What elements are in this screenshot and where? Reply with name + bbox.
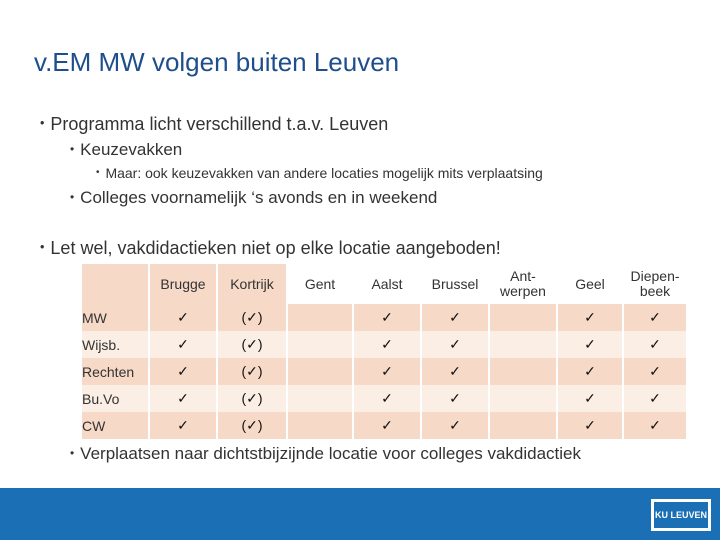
- table-cell: ✓: [354, 385, 420, 412]
- table-cell: [288, 385, 352, 412]
- header-antwerpen: Ant- werpen: [490, 264, 556, 304]
- header-geel: Geel: [558, 264, 622, 304]
- table-cell: ✓: [558, 385, 622, 412]
- bullet-maar: [96, 165, 543, 181]
- header-kortrijk: Kortrijk: [218, 264, 286, 304]
- table-cell: ✓: [422, 304, 488, 331]
- bullet-dot-icon: •: [40, 240, 45, 255]
- table-cell: ✓: [422, 385, 488, 412]
- bullet-keuzevakken: [70, 140, 182, 160]
- table-cell: ✓: [150, 412, 216, 439]
- table-row: [82, 304, 686, 331]
- table-cell: [288, 331, 352, 358]
- row-label: Wijsb.: [82, 331, 148, 358]
- table-cell: ✓: [558, 358, 622, 385]
- table-cell: ✓: [150, 358, 216, 385]
- table-cell: ✓: [624, 412, 686, 439]
- header-brugge: Brugge: [150, 264, 216, 304]
- table-cell: ✓: [624, 358, 686, 385]
- table-row: [82, 358, 686, 385]
- table-cell: [490, 412, 556, 439]
- table-cell: [490, 358, 556, 385]
- bullet-dot-icon: •: [70, 445, 75, 460]
- table-cell: ✓: [150, 331, 216, 358]
- bullet-colleges: [70, 188, 437, 208]
- footer-band: [0, 488, 720, 540]
- table-cell: ✓: [354, 358, 420, 385]
- table-header-row: [82, 264, 686, 304]
- table-cell: (✓): [218, 358, 286, 385]
- bullet-programma: [40, 114, 388, 135]
- table-cell: ✓: [558, 304, 622, 331]
- header-diepenbeek: Diepen- beek: [624, 264, 686, 304]
- bullet-dot-icon: •: [96, 166, 100, 178]
- table-cell: [288, 304, 352, 331]
- bullet-text: Verplaatsen naar dichtstbijzijnde locatie voor colleges vakdidactiek: [80, 444, 582, 463]
- bullet-text: Programma licht verschillend t.a.v. Leuven: [50, 114, 389, 134]
- table-cell: ✓: [624, 304, 686, 331]
- table-cell: [490, 385, 556, 412]
- table-cell: ✓: [624, 331, 686, 358]
- table-cell: ✓: [558, 412, 622, 439]
- table-cell: (✓): [218, 304, 286, 331]
- header-brussel: Brussel: [422, 264, 488, 304]
- table-cell: ✓: [422, 331, 488, 358]
- table-row: [82, 412, 686, 439]
- table-cell: ✓: [354, 412, 420, 439]
- table-cell: [288, 412, 352, 439]
- table-cell: ✓: [354, 304, 420, 331]
- table-cell: [490, 331, 556, 358]
- bullet-text: Colleges voornamelijk ‘s avonds en in weekend: [80, 188, 438, 207]
- table-cell: ✓: [150, 385, 216, 412]
- header-aalst: Aalst: [354, 264, 420, 304]
- table-cell: ✓: [422, 412, 488, 439]
- header-gent: Gent: [288, 264, 352, 304]
- bullet-dot-icon: •: [70, 189, 75, 204]
- bullet-text: Let wel, vakdidactieken niet op elke locatie aangeboden!: [50, 238, 501, 258]
- table-cell: ✓: [150, 304, 216, 331]
- bullet-text: Keuzevakken: [80, 140, 183, 159]
- table-row: [82, 385, 686, 412]
- table-cell: ✓: [354, 331, 420, 358]
- header-corner: [82, 264, 148, 304]
- table-cell: (✓): [218, 412, 286, 439]
- table-cell: [288, 358, 352, 385]
- bullet-text: Maar: ook keuzevakken van andere locaties mogelijk mits verplaatsing: [105, 165, 543, 181]
- row-label: Rechten: [82, 358, 148, 385]
- table-cell: ✓: [624, 385, 686, 412]
- logo-text: KU LEUVEN: [654, 502, 708, 528]
- table-cell: ✓: [422, 358, 488, 385]
- slide-title: v.EM MW volgen buiten Leuven: [34, 47, 400, 77]
- bullet-verplaatsen: [70, 444, 581, 464]
- table-cell: (✓): [218, 385, 286, 412]
- table-row: [82, 331, 686, 358]
- table-cell: ✓: [558, 331, 622, 358]
- table-cell: [490, 304, 556, 331]
- locations-table: [80, 264, 688, 439]
- ku-leuven-logo: [651, 499, 711, 531]
- bullet-dot-icon: •: [70, 141, 75, 156]
- bullet-dot-icon: •: [40, 116, 45, 131]
- row-label: CW: [82, 412, 148, 439]
- bullet-let-wel: [40, 238, 501, 259]
- row-label: Bu.Vo: [82, 385, 148, 412]
- table-cell: (✓): [218, 331, 286, 358]
- row-label: MW: [82, 304, 148, 331]
